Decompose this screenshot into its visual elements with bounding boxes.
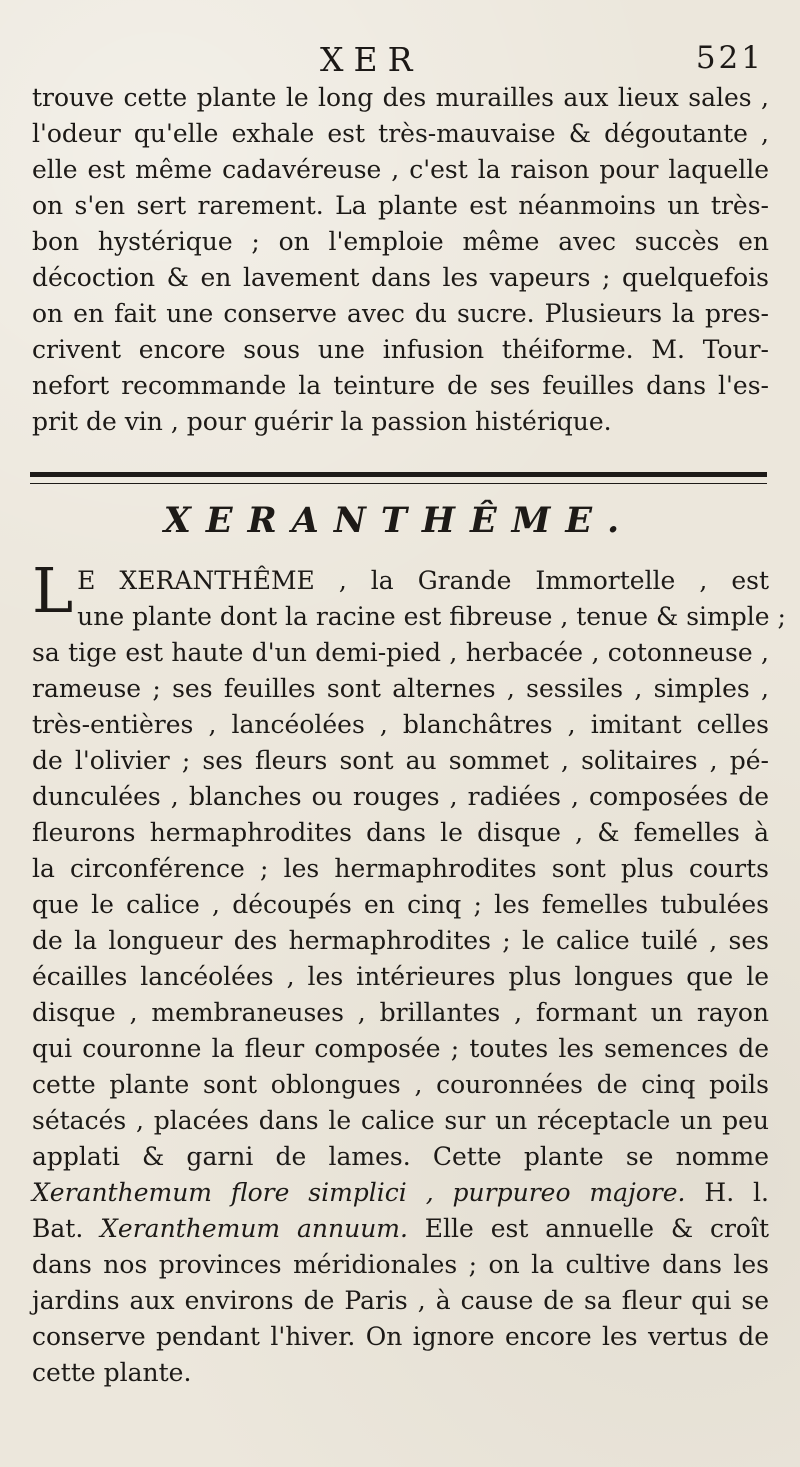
text-line: conserve pendant l'hiver. On ignore encore les vertus de (32, 1322, 769, 1351)
text-line-latin-annuum (32, 1211, 769, 1247)
first-line-text: E XERANTHÊME , la Grande Immortelle , est (77, 566, 769, 595)
text-line: prit de vin , pour guérir la passion histérique. (32, 407, 612, 436)
text-line: jardins aux environs de Paris , à cause de sa fleur qui se (32, 1286, 769, 1315)
text-line: très-entières , lancéolées , blanchâtres , imitant celles (32, 710, 769, 739)
page-number: 521 (695, 40, 764, 76)
text-line: on s'en sert rarement. La plante est néanmoins un très- (32, 191, 769, 220)
text-line-latin-name (32, 1175, 769, 1211)
text-line: cette plante. (32, 1358, 192, 1387)
paragraph-tournefort (32, 80, 769, 440)
text-line: décoction & en lavement dans les vapeurs ; quelquefois (32, 263, 769, 292)
reference-bat: Bat. (32, 1214, 101, 1243)
text-line: de l'olivier ; ses fleurs sont au sommet , solitaires , pé- (32, 746, 769, 775)
paragraph-xeranthemum (32, 554, 786, 1391)
latin-name: Xeranthemum flore simplici , purpureo majore. (32, 1178, 686, 1207)
text-line: dunculées , blanches ou rouges , radiées , composées de (32, 782, 769, 811)
drop-cap: L (32, 554, 74, 627)
text-line: que le calice , découpés en cinq ; les femelles tubulées (32, 890, 769, 919)
text-line: fleurons hermaphrodites dans le disque , & femelles à (32, 818, 769, 847)
text-line: crivent encore sous une infusion théiforme. M. Tour- (32, 335, 769, 364)
text-line: écailles lancéolées , les intérieures plus longues que le (32, 962, 769, 991)
text-line: de la longueur des hermaphrodites ; le calice tuilé , ses (32, 926, 769, 955)
section-title: XERANTHÊME. (163, 500, 635, 541)
text-line: cette plante sont oblongues , couronnées de cinq poils (32, 1070, 769, 1099)
section-divider (30, 472, 767, 484)
text-line: qui couronne la fleur composée ; toutes les semences de (32, 1034, 769, 1063)
reference: H. l. (685, 1178, 769, 1207)
text-line: on en fait une conserve avec du sucre. Plusieurs la pres- (32, 299, 769, 328)
page-header (0, 40, 800, 80)
text-line: une plante dont la racine est fibreuse , tenue & simple ; (77, 602, 786, 631)
text-line: rameuse ; ses feuilles sont alternes , sessiles , simples , (32, 674, 769, 703)
text-line: la circonférence ; les hermaphrodites sont plus courts (32, 854, 769, 883)
text-line: bon hystérique ; on l'emploie même avec succès en (32, 227, 769, 256)
text-line: trouve cette plante le long des murailles aux lieux sales , (32, 83, 769, 112)
line-roman-tail: Elle est annuelle & croît (407, 1214, 770, 1243)
latin-name-annuum: Xeranthemum annuum. (100, 1214, 408, 1243)
text-line: sa tige est haute d'un demi-pied , herbacée , cotonneuse , (32, 638, 769, 667)
text-line: dans nos provinces méridionales ; on la cultive dans les (32, 1250, 769, 1279)
text-line: elle est même cadavéreuse , c'est la raison pour laquelle (32, 155, 769, 184)
text-line: disque , membraneuses , brillantes , formant un rayon (32, 998, 769, 1027)
text-line: nefort recommande la teinture de ses feuilles dans l'es- (32, 371, 769, 400)
text-line: l'odeur qu'elle exhale est très-mauvaise & dégoutante , (32, 119, 769, 148)
text-line: sétacés , placées dans le calice sur un réceptacle un peu (32, 1106, 769, 1135)
text-line: applati & garni de lames. Cette plante se nomme (32, 1142, 769, 1171)
running-head: XER (320, 40, 423, 79)
